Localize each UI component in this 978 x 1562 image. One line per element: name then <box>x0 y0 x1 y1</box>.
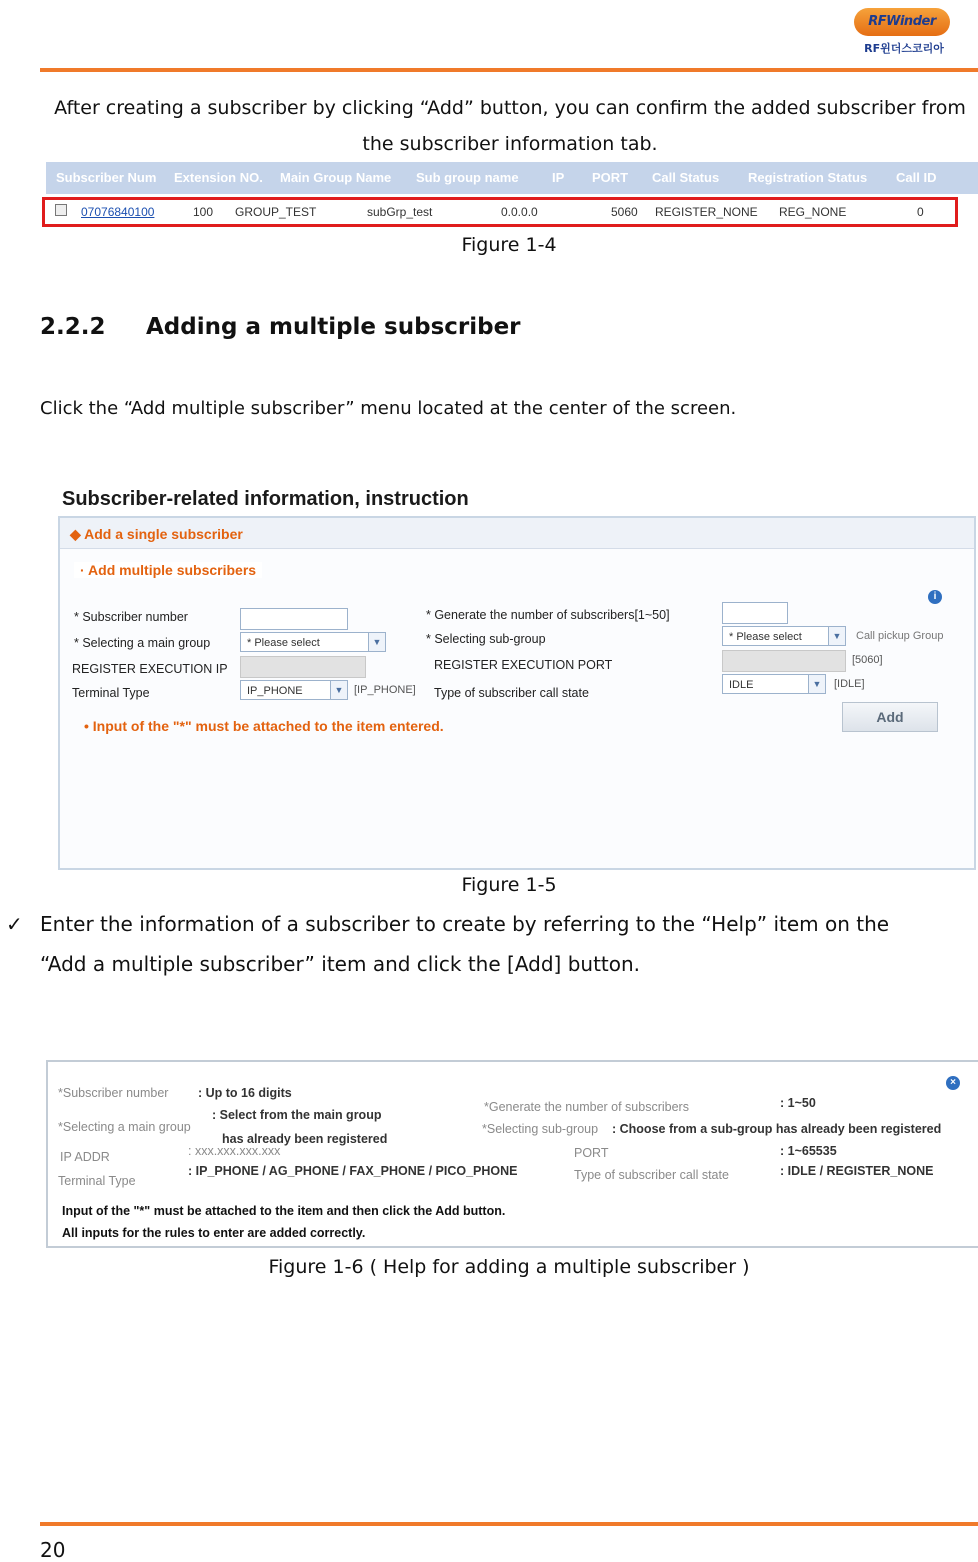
cell-call-status: REGISTER_NONE <box>655 205 758 219</box>
help-label-terminal-type: Terminal Type <box>58 1174 136 1188</box>
main-group-select[interactable] <box>240 632 386 652</box>
checkmark-icon: ✓ <box>6 912 23 936</box>
col-main-group: Main Group Name <box>280 170 392 185</box>
cell-call-id: 0 <box>917 205 924 219</box>
col-call-status: Call Status <box>652 170 720 185</box>
main-group-value: * Please select <box>247 637 320 649</box>
col-subscriber-num: Subscriber Num <box>56 170 157 185</box>
col-call-id: Call ID <box>896 170 937 185</box>
help-label-main-group: *Selecting a main group <box>58 1120 191 1134</box>
chevron-down-icon: ▼ <box>330 681 347 699</box>
instruction-paragraph <box>40 904 940 984</box>
company-logo <box>848 6 958 60</box>
help-label-port: PORT <box>574 1146 609 1160</box>
page-number: 20 <box>40 1538 66 1562</box>
col-registration-status: Registration Status <box>748 170 868 185</box>
cell-port: 5060 <box>611 205 638 219</box>
help-footer-line-2: All inputs for the rules to enter are added correctly. <box>62 1226 366 1240</box>
instruction-text: Enter the information of a subscriber to create by referring to the “Help” item on the “Add a multiple subscriber” item and click the [Add] button. <box>40 912 890 976</box>
help-value-generate-count: : 1~50 <box>780 1096 816 1110</box>
help-value-subscriber-number: : Up to 16 digits <box>198 1086 292 1100</box>
required-note: • Input of the "*" must be attached to the item entered. <box>84 718 444 734</box>
help-label-subscriber-number: *Subscriber number <box>58 1086 169 1100</box>
help-value-call-state: : IDLE / REGISTER_NONE <box>780 1164 934 1178</box>
figure-1-4-caption: Figure 1-4 <box>461 234 557 256</box>
sub-group-value: * Please select <box>729 631 802 643</box>
call-state-value: IDLE <box>729 679 754 691</box>
col-port: PORT <box>592 170 629 185</box>
label-subscriber-number: * Subscriber number <box>74 610 188 624</box>
figure-1-5-caption: Figure 1-5 <box>461 874 557 896</box>
subscriber-number-input[interactable] <box>240 608 348 630</box>
label-sub-group: * Selecting sub-group <box>426 632 546 646</box>
tab-add-single[interactable]: ◆ Add a single subscriber <box>70 526 243 542</box>
chevron-down-icon: ▼ <box>368 633 385 651</box>
col-ip: IP <box>552 170 565 185</box>
footer-rule <box>40 1522 978 1526</box>
table-row <box>42 197 958 227</box>
help-value-main-group: : Select from the main group <box>212 1108 382 1122</box>
generate-count-input[interactable] <box>722 602 788 624</box>
chevron-down-icon: ▼ <box>808 675 825 693</box>
col-sub-group: Sub group name <box>416 170 519 185</box>
help-label-sub-group: *Selecting sub-group <box>482 1122 599 1136</box>
help-value-main-group-2: has already been registered <box>222 1132 388 1146</box>
help-value-port: : 1~65535 <box>780 1144 837 1158</box>
help-value-ip-addr: : xxx.xxx.xxx.xxx <box>188 1144 281 1158</box>
help-value-terminal-type: : IP_PHONE / AG_PHONE / FAX_PHONE / PICO_PHONE <box>188 1164 518 1178</box>
label-main-group: * Selecting a main group <box>74 636 211 650</box>
instruction-panel <box>58 516 976 870</box>
call-state-select[interactable] <box>722 674 826 694</box>
label-generate-count: * Generate the number of subscribers[1~50] <box>426 608 670 622</box>
sub-group-select[interactable] <box>722 626 846 646</box>
terminal-type-hint: [IP_PHONE] <box>354 684 416 696</box>
panel-title: Subscriber-related information, instruction <box>62 488 469 510</box>
terminal-type-select[interactable] <box>240 680 348 700</box>
figure-1-6-caption: Figure 1-6 ( Help for adding a multiple subscriber ) <box>268 1256 750 1278</box>
subscriber-table-header <box>46 162 978 194</box>
header-rule <box>40 68 978 72</box>
chevron-down-icon: ▼ <box>828 627 845 645</box>
register-ip-input <box>240 656 366 678</box>
label-call-state: Type of subscriber call state <box>434 686 589 700</box>
section-title: Adding a multiple subscriber <box>146 314 521 340</box>
figure-1-6-help-panel <box>46 1060 978 1248</box>
col-extension: Extension NO. <box>174 170 263 185</box>
help-value-sub-group: : Choose from a sub-group has already been registered <box>612 1122 942 1136</box>
label-register-port: REGISTER EXECUTION PORT <box>434 658 613 672</box>
section-number: 2.2.2 <box>40 314 106 340</box>
subscriber-number-link[interactable]: 07076840100 <box>81 205 155 219</box>
label-register-ip: REGISTER EXECUTION IP <box>72 662 228 676</box>
logo-subtext: RF윈더스코리아 <box>864 42 944 55</box>
label-terminal-type: Terminal Type <box>72 686 150 700</box>
intro-paragraph: After creating a subscriber by clicking “Add” button, you can confirm the added subscriber from the subscriber information tab. <box>54 97 966 155</box>
cell-main-group: GROUP_TEST <box>235 205 317 219</box>
label-pickup-group: Call pickup Group <box>856 630 944 642</box>
section-paragraph: Click the “Add multiple subscriber” menu located at the center of the screen. <box>40 398 737 419</box>
logo-mark: RFWinder <box>854 8 950 36</box>
help-footer-line-1: Input of the "*" must be attached to the item and then click the Add button. <box>62 1204 506 1218</box>
cell-sub-group: subGrp_test <box>367 205 433 219</box>
terminal-type-value: IP_PHONE <box>247 685 303 697</box>
info-icon[interactable]: i <box>928 590 942 604</box>
add-button[interactable]: Add <box>842 702 938 732</box>
tab-add-multiple[interactable]: · Add multiple subscribers <box>74 562 262 578</box>
port-hint: [5060] <box>852 654 883 666</box>
figure-1-5-screenshot <box>56 482 974 868</box>
cell-registration-status: REG_NONE <box>779 205 847 219</box>
register-port-input <box>722 650 846 672</box>
help-label-ip-addr: IP ADDR <box>60 1150 110 1164</box>
help-label-generate-count: *Generate the number of subscribers <box>484 1100 689 1114</box>
cell-ip: 0.0.0.0 <box>501 205 538 219</box>
call-state-hint: [IDLE] <box>834 678 865 690</box>
help-label-call-state: Type of subscriber call state <box>574 1168 729 1182</box>
close-icon[interactable]: × <box>946 1076 960 1090</box>
cell-extension: 100 <box>193 205 214 219</box>
row-checkbox[interactable] <box>55 204 67 216</box>
